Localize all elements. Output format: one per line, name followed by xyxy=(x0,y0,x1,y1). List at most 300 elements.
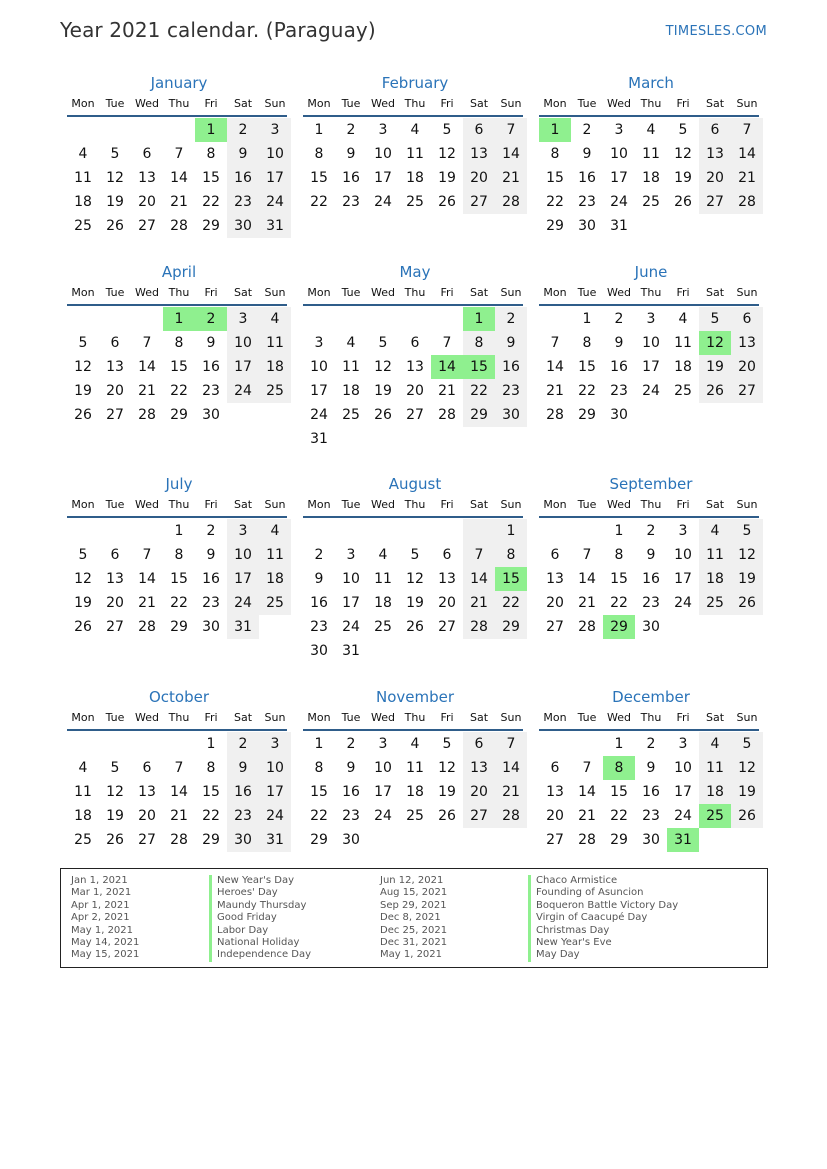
day-cell[interactable]: 22 xyxy=(202,808,220,824)
day-cell[interactable]: 28 xyxy=(138,407,156,423)
day-cell[interactable]: 5 xyxy=(699,307,731,331)
day-cell[interactable]: 8 xyxy=(206,760,216,776)
day-cell[interactable]: 20 xyxy=(106,595,124,611)
day-cell[interactable]: 2 xyxy=(582,122,592,138)
day-cell[interactable]: 26 xyxy=(438,194,456,210)
day-cell[interactable]: 8 xyxy=(463,331,495,355)
day-cell[interactable]: 4 xyxy=(346,335,356,351)
day-cell[interactable]: 5 xyxy=(442,122,452,138)
day-cell[interactable]: 9 xyxy=(206,547,216,563)
day-cell[interactable]: 19 xyxy=(406,595,424,611)
day-cell[interactable]: 24 xyxy=(674,595,692,611)
day-cell[interactable]: 21 xyxy=(495,166,527,190)
day-cell[interactable]: 13 xyxy=(463,756,495,780)
day-cell[interactable]: 23 xyxy=(495,379,527,403)
day-cell[interactable]: 30 xyxy=(610,407,628,423)
day-cell[interactable]: 20 xyxy=(438,595,456,611)
day-cell[interactable]: 9 xyxy=(227,756,259,780)
day-cell[interactable]: 24 xyxy=(227,591,259,615)
day-cell[interactable]: 7 xyxy=(142,547,152,563)
day-cell[interactable]: 13 xyxy=(546,571,564,587)
day-cell[interactable]: 10 xyxy=(259,142,291,166)
day-cell[interactable]: 2 xyxy=(495,307,527,331)
day-cell[interactable]: 24 xyxy=(374,194,392,210)
day-cell[interactable]: 14 xyxy=(546,359,564,375)
day-cell[interactable]: 12 xyxy=(438,760,456,776)
day-cell[interactable]: 15 xyxy=(578,359,596,375)
day-cell[interactable]: 26 xyxy=(406,619,424,635)
day-cell[interactable]: 23 xyxy=(227,804,259,828)
holiday-day-cell[interactable]: 14 xyxy=(431,355,463,379)
day-cell[interactable]: 24 xyxy=(674,808,692,824)
day-cell[interactable]: 28 xyxy=(170,218,188,234)
day-cell[interactable]: 7 xyxy=(582,760,592,776)
day-cell[interactable]: 14 xyxy=(578,784,596,800)
day-cell[interactable]: 14 xyxy=(731,142,763,166)
day-cell[interactable]: 26 xyxy=(106,832,124,848)
day-cell[interactable]: 2 xyxy=(206,523,216,539)
day-cell[interactable]: 26 xyxy=(374,407,392,423)
day-cell[interactable]: 22 xyxy=(202,194,220,210)
day-cell[interactable]: 13 xyxy=(106,571,124,587)
day-cell[interactable]: 23 xyxy=(227,190,259,214)
day-cell[interactable]: 20 xyxy=(106,383,124,399)
day-cell[interactable]: 30 xyxy=(310,643,328,659)
day-cell[interactable]: 11 xyxy=(259,543,291,567)
day-cell[interactable]: 6 xyxy=(442,547,452,563)
day-cell[interactable]: 20 xyxy=(138,194,156,210)
day-cell[interactable]: 17 xyxy=(642,359,660,375)
day-cell[interactable]: 2 xyxy=(314,547,324,563)
day-cell[interactable]: 16 xyxy=(202,571,220,587)
day-cell[interactable]: 16 xyxy=(342,170,360,186)
day-cell[interactable]: 18 xyxy=(74,194,92,210)
day-cell[interactable]: 17 xyxy=(227,355,259,379)
day-cell[interactable]: 18 xyxy=(259,355,291,379)
day-cell[interactable]: 16 xyxy=(642,784,660,800)
day-cell[interactable]: 27 xyxy=(406,407,424,423)
day-cell[interactable]: 19 xyxy=(438,170,456,186)
day-cell[interactable]: 3 xyxy=(314,335,324,351)
holiday-day-cell[interactable]: 25 xyxy=(699,804,731,828)
day-cell[interactable]: 26 xyxy=(731,591,763,615)
day-cell[interactable]: 15 xyxy=(170,359,188,375)
day-cell[interactable]: 25 xyxy=(259,379,291,403)
day-cell[interactable]: 5 xyxy=(442,736,452,752)
day-cell[interactable]: 19 xyxy=(74,383,92,399)
day-cell[interactable]: 26 xyxy=(106,218,124,234)
day-cell[interactable]: 26 xyxy=(74,619,92,635)
day-cell[interactable]: 13 xyxy=(138,170,156,186)
day-cell[interactable]: 25 xyxy=(342,407,360,423)
day-cell[interactable]: 7 xyxy=(174,146,184,162)
day-cell[interactable]: 22 xyxy=(546,194,564,210)
day-cell[interactable]: 21 xyxy=(170,808,188,824)
day-cell[interactable]: 6 xyxy=(550,760,560,776)
day-cell[interactable]: 6 xyxy=(463,732,495,756)
day-cell[interactable]: 16 xyxy=(578,170,596,186)
day-cell[interactable]: 12 xyxy=(438,146,456,162)
day-cell[interactable]: 23 xyxy=(610,383,628,399)
day-cell[interactable]: 27 xyxy=(699,190,731,214)
day-cell[interactable]: 6 xyxy=(142,146,152,162)
day-cell[interactable]: 12 xyxy=(74,359,92,375)
day-cell[interactable]: 22 xyxy=(578,383,596,399)
day-cell[interactable]: 26 xyxy=(699,379,731,403)
day-cell[interactable]: 21 xyxy=(578,808,596,824)
day-cell[interactable]: 8 xyxy=(314,146,324,162)
day-cell[interactable]: 6 xyxy=(463,118,495,142)
day-cell[interactable]: 7 xyxy=(550,335,560,351)
day-cell[interactable]: 26 xyxy=(674,194,692,210)
day-cell[interactable]: 28 xyxy=(578,832,596,848)
day-cell[interactable]: 1 xyxy=(314,122,324,138)
day-cell[interactable]: 9 xyxy=(346,146,356,162)
holiday-day-cell[interactable]: 15 xyxy=(463,355,495,379)
day-cell[interactable]: 22 xyxy=(495,591,527,615)
day-cell[interactable]: 2 xyxy=(614,311,624,327)
day-cell[interactable]: 24 xyxy=(610,194,628,210)
day-cell[interactable]: 25 xyxy=(642,194,660,210)
day-cell[interactable]: 14 xyxy=(170,170,188,186)
day-cell[interactable]: 31 xyxy=(259,828,291,852)
day-cell[interactable]: 29 xyxy=(578,407,596,423)
day-cell[interactable]: 31 xyxy=(259,214,291,238)
day-cell[interactable]: 2 xyxy=(227,732,259,756)
day-cell[interactable]: 13 xyxy=(699,142,731,166)
day-cell[interactable]: 24 xyxy=(227,379,259,403)
day-cell[interactable]: 1 xyxy=(614,736,624,752)
day-cell[interactable]: 1 xyxy=(206,736,216,752)
day-cell[interactable]: 7 xyxy=(463,543,495,567)
day-cell[interactable]: 21 xyxy=(170,194,188,210)
day-cell[interactable]: 30 xyxy=(202,619,220,635)
day-cell[interactable]: 3 xyxy=(378,122,388,138)
day-cell[interactable]: 5 xyxy=(731,519,763,543)
day-cell[interactable]: 4 xyxy=(410,122,420,138)
day-cell[interactable]: 5 xyxy=(110,146,120,162)
day-cell[interactable]: 18 xyxy=(342,383,360,399)
day-cell[interactable]: 25 xyxy=(74,218,92,234)
day-cell[interactable]: 4 xyxy=(699,519,731,543)
day-cell[interactable]: 26 xyxy=(731,804,763,828)
day-cell[interactable]: 4 xyxy=(678,311,688,327)
day-cell[interactable]: 7 xyxy=(495,732,527,756)
day-cell[interactable]: 2 xyxy=(646,523,656,539)
day-cell[interactable]: 29 xyxy=(202,832,220,848)
day-cell[interactable]: 21 xyxy=(438,383,456,399)
day-cell[interactable]: 9 xyxy=(646,547,656,563)
day-cell[interactable]: 23 xyxy=(310,619,328,635)
day-cell[interactable]: 26 xyxy=(438,808,456,824)
day-cell[interactable]: 23 xyxy=(342,194,360,210)
day-cell[interactable]: 30 xyxy=(202,407,220,423)
day-cell[interactable]: 8 xyxy=(206,146,216,162)
day-cell[interactable]: 11 xyxy=(342,359,360,375)
day-cell[interactable]: 8 xyxy=(550,146,560,162)
day-cell[interactable]: 18 xyxy=(642,170,660,186)
day-cell[interactable]: 13 xyxy=(438,571,456,587)
day-cell[interactable]: 3 xyxy=(678,736,688,752)
day-cell[interactable]: 15 xyxy=(202,784,220,800)
day-cell[interactable]: 24 xyxy=(342,619,360,635)
day-cell[interactable]: 18 xyxy=(259,567,291,591)
day-cell[interactable]: 25 xyxy=(374,619,392,635)
day-cell[interactable]: 6 xyxy=(699,118,731,142)
holiday-day-cell[interactable]: 31 xyxy=(667,828,699,852)
day-cell[interactable]: 15 xyxy=(310,170,328,186)
day-cell[interactable]: 16 xyxy=(202,359,220,375)
day-cell[interactable]: 25 xyxy=(699,591,731,615)
day-cell[interactable]: 11 xyxy=(674,335,692,351)
day-cell[interactable]: 16 xyxy=(495,355,527,379)
day-cell[interactable]: 30 xyxy=(227,214,259,238)
day-cell[interactable]: 3 xyxy=(346,547,356,563)
day-cell[interactable]: 11 xyxy=(74,784,92,800)
day-cell[interactable]: 22 xyxy=(610,808,628,824)
day-cell[interactable]: 7 xyxy=(442,335,452,351)
day-cell[interactable]: 10 xyxy=(259,756,291,780)
day-cell[interactable]: 28 xyxy=(138,619,156,635)
day-cell[interactable]: 3 xyxy=(678,523,688,539)
day-cell[interactable]: 10 xyxy=(674,547,692,563)
day-cell[interactable]: 9 xyxy=(227,142,259,166)
day-cell[interactable]: 15 xyxy=(610,571,628,587)
day-cell[interactable]: 27 xyxy=(463,190,495,214)
day-cell[interactable]: 20 xyxy=(138,808,156,824)
day-cell[interactable]: 16 xyxy=(610,359,628,375)
day-cell[interactable]: 27 xyxy=(138,832,156,848)
day-cell[interactable]: 3 xyxy=(259,118,291,142)
day-cell[interactable]: 21 xyxy=(138,383,156,399)
day-cell[interactable]: 28 xyxy=(495,804,527,828)
day-cell[interactable]: 3 xyxy=(227,307,259,331)
day-cell[interactable]: 18 xyxy=(699,780,731,804)
day-cell[interactable]: 22 xyxy=(310,194,328,210)
day-cell[interactable]: 29 xyxy=(170,407,188,423)
day-cell[interactable]: 31 xyxy=(342,643,360,659)
day-cell[interactable]: 11 xyxy=(259,331,291,355)
day-cell[interactable]: 18 xyxy=(406,784,424,800)
holiday-day-cell[interactable]: 1 xyxy=(195,118,227,142)
day-cell[interactable]: 27 xyxy=(546,619,564,635)
day-cell[interactable]: 30 xyxy=(642,619,660,635)
day-cell[interactable]: 30 xyxy=(642,832,660,848)
day-cell[interactable]: 4 xyxy=(78,760,88,776)
day-cell[interactable]: 16 xyxy=(227,780,259,804)
day-cell[interactable]: 3 xyxy=(646,311,656,327)
holiday-day-cell[interactable]: 1 xyxy=(463,307,495,331)
day-cell[interactable]: 17 xyxy=(674,784,692,800)
day-cell[interactable]: 10 xyxy=(674,760,692,776)
day-cell[interactable]: 9 xyxy=(346,760,356,776)
day-cell[interactable]: 31 xyxy=(227,615,259,639)
day-cell[interactable]: 18 xyxy=(74,808,92,824)
day-cell[interactable]: 17 xyxy=(310,383,328,399)
day-cell[interactable]: 31 xyxy=(310,431,328,447)
day-cell[interactable]: 11 xyxy=(699,543,731,567)
day-cell[interactable]: 10 xyxy=(374,146,392,162)
day-cell[interactable]: 27 xyxy=(731,379,763,403)
day-cell[interactable]: 8 xyxy=(495,543,527,567)
day-cell[interactable]: 17 xyxy=(227,567,259,591)
day-cell[interactable]: 3 xyxy=(259,732,291,756)
day-cell[interactable]: 23 xyxy=(202,383,220,399)
day-cell[interactable]: 17 xyxy=(374,784,392,800)
day-cell[interactable]: 6 xyxy=(110,547,120,563)
day-cell[interactable]: 27 xyxy=(438,619,456,635)
day-cell[interactable]: 10 xyxy=(374,760,392,776)
day-cell[interactable]: 30 xyxy=(227,828,259,852)
day-cell[interactable]: 20 xyxy=(546,808,564,824)
day-cell[interactable]: 16 xyxy=(310,595,328,611)
day-cell[interactable]: 17 xyxy=(674,571,692,587)
day-cell[interactable]: 19 xyxy=(374,383,392,399)
day-cell[interactable]: 6 xyxy=(110,335,120,351)
day-cell[interactable]: 9 xyxy=(206,335,216,351)
day-cell[interactable]: 15 xyxy=(546,170,564,186)
day-cell[interactable]: 4 xyxy=(646,122,656,138)
day-cell[interactable]: 17 xyxy=(610,170,628,186)
day-cell[interactable]: 15 xyxy=(202,170,220,186)
day-cell[interactable]: 29 xyxy=(610,832,628,848)
day-cell[interactable]: 2 xyxy=(646,736,656,752)
day-cell[interactable]: 20 xyxy=(463,166,495,190)
day-cell[interactable]: 20 xyxy=(731,355,763,379)
day-cell[interactable]: 6 xyxy=(550,547,560,563)
day-cell[interactable]: 26 xyxy=(74,407,92,423)
day-cell[interactable]: 12 xyxy=(731,756,763,780)
holiday-day-cell[interactable]: 29 xyxy=(603,615,635,639)
day-cell[interactable]: 27 xyxy=(463,804,495,828)
day-cell[interactable]: 28 xyxy=(578,619,596,635)
day-cell[interactable]: 28 xyxy=(438,407,456,423)
day-cell[interactable]: 29 xyxy=(310,832,328,848)
day-cell[interactable]: 1 xyxy=(495,519,527,543)
day-cell[interactable]: 20 xyxy=(463,780,495,804)
day-cell[interactable]: 29 xyxy=(546,218,564,234)
day-cell[interactable]: 5 xyxy=(678,122,688,138)
day-cell[interactable]: 12 xyxy=(106,170,124,186)
day-cell[interactable]: 25 xyxy=(406,808,424,824)
day-cell[interactable]: 1 xyxy=(174,523,184,539)
day-cell[interactable]: 11 xyxy=(699,756,731,780)
day-cell[interactable]: 18 xyxy=(406,170,424,186)
day-cell[interactable]: 16 xyxy=(642,571,660,587)
day-cell[interactable]: 3 xyxy=(614,122,624,138)
day-cell[interactable]: 20 xyxy=(546,595,564,611)
day-cell[interactable]: 17 xyxy=(374,170,392,186)
day-cell[interactable]: 18 xyxy=(674,359,692,375)
day-cell[interactable]: 5 xyxy=(110,760,120,776)
day-cell[interactable]: 9 xyxy=(582,146,592,162)
day-cell[interactable]: 22 xyxy=(170,383,188,399)
day-cell[interactable]: 22 xyxy=(310,808,328,824)
day-cell[interactable]: 2 xyxy=(227,118,259,142)
holiday-day-cell[interactable]: 8 xyxy=(603,756,635,780)
day-cell[interactable]: 23 xyxy=(578,194,596,210)
day-cell[interactable]: 29 xyxy=(170,619,188,635)
day-cell[interactable]: 13 xyxy=(138,784,156,800)
day-cell[interactable]: 28 xyxy=(731,190,763,214)
day-cell[interactable]: 2 xyxy=(346,736,356,752)
day-cell[interactable]: 19 xyxy=(438,784,456,800)
day-cell[interactable]: 4 xyxy=(259,307,291,331)
day-cell[interactable]: 18 xyxy=(374,595,392,611)
day-cell[interactable]: 20 xyxy=(699,166,731,190)
day-cell[interactable]: 23 xyxy=(642,808,660,824)
day-cell[interactable]: 7 xyxy=(582,547,592,563)
day-cell[interactable]: 8 xyxy=(614,547,624,563)
day-cell[interactable]: 5 xyxy=(731,732,763,756)
day-cell[interactable]: 19 xyxy=(674,170,692,186)
day-cell[interactable]: 6 xyxy=(731,307,763,331)
day-cell[interactable]: 21 xyxy=(578,595,596,611)
day-cell[interactable]: 10 xyxy=(227,543,259,567)
day-cell[interactable]: 5 xyxy=(378,335,388,351)
day-cell[interactable]: 9 xyxy=(314,571,324,587)
day-cell[interactable]: 25 xyxy=(259,591,291,615)
day-cell[interactable]: 17 xyxy=(259,780,291,804)
day-cell[interactable]: 9 xyxy=(495,331,527,355)
day-cell[interactable]: 10 xyxy=(310,359,328,375)
day-cell[interactable]: 7 xyxy=(731,118,763,142)
day-cell[interactable]: 21 xyxy=(495,780,527,804)
day-cell[interactable]: 4 xyxy=(699,732,731,756)
day-cell[interactable]: 22 xyxy=(463,379,495,403)
day-cell[interactable]: 25 xyxy=(406,194,424,210)
day-cell[interactable]: 3 xyxy=(378,736,388,752)
day-cell[interactable]: 24 xyxy=(642,383,660,399)
day-cell[interactable]: 1 xyxy=(582,311,592,327)
day-cell[interactable]: 1 xyxy=(614,523,624,539)
day-cell[interactable]: 28 xyxy=(170,832,188,848)
day-cell[interactable]: 11 xyxy=(406,760,424,776)
day-cell[interactable]: 17 xyxy=(342,595,360,611)
day-cell[interactable]: 10 xyxy=(227,331,259,355)
day-cell[interactable]: 28 xyxy=(495,190,527,214)
day-cell[interactable]: 14 xyxy=(138,359,156,375)
day-cell[interactable]: 11 xyxy=(74,170,92,186)
day-cell[interactable]: 8 xyxy=(582,335,592,351)
day-cell[interactable]: 15 xyxy=(310,784,328,800)
day-cell[interactable]: 12 xyxy=(674,146,692,162)
day-cell[interactable]: 19 xyxy=(731,780,763,804)
day-cell[interactable]: 27 xyxy=(106,407,124,423)
day-cell[interactable]: 31 xyxy=(610,218,628,234)
day-cell[interactable]: 8 xyxy=(314,760,324,776)
day-cell[interactable]: 20 xyxy=(406,383,424,399)
day-cell[interactable]: 12 xyxy=(74,571,92,587)
day-cell[interactable]: 6 xyxy=(142,760,152,776)
day-cell[interactable]: 30 xyxy=(495,403,527,427)
day-cell[interactable]: 16 xyxy=(342,784,360,800)
day-cell[interactable]: 24 xyxy=(259,804,291,828)
day-cell[interactable]: 10 xyxy=(342,571,360,587)
day-cell[interactable]: 14 xyxy=(170,784,188,800)
day-cell[interactable]: 3 xyxy=(227,519,259,543)
holiday-day-cell[interactable]: 1 xyxy=(539,118,571,142)
day-cell[interactable]: 15 xyxy=(170,571,188,587)
day-cell[interactable]: 19 xyxy=(699,355,731,379)
day-cell[interactable]: 21 xyxy=(546,383,564,399)
day-cell[interactable]: 11 xyxy=(642,146,660,162)
day-cell[interactable]: 5 xyxy=(410,547,420,563)
day-cell[interactable]: 4 xyxy=(410,736,420,752)
day-cell[interactable]: 14 xyxy=(495,142,527,166)
day-cell[interactable]: 30 xyxy=(342,832,360,848)
day-cell[interactable]: 1 xyxy=(314,736,324,752)
